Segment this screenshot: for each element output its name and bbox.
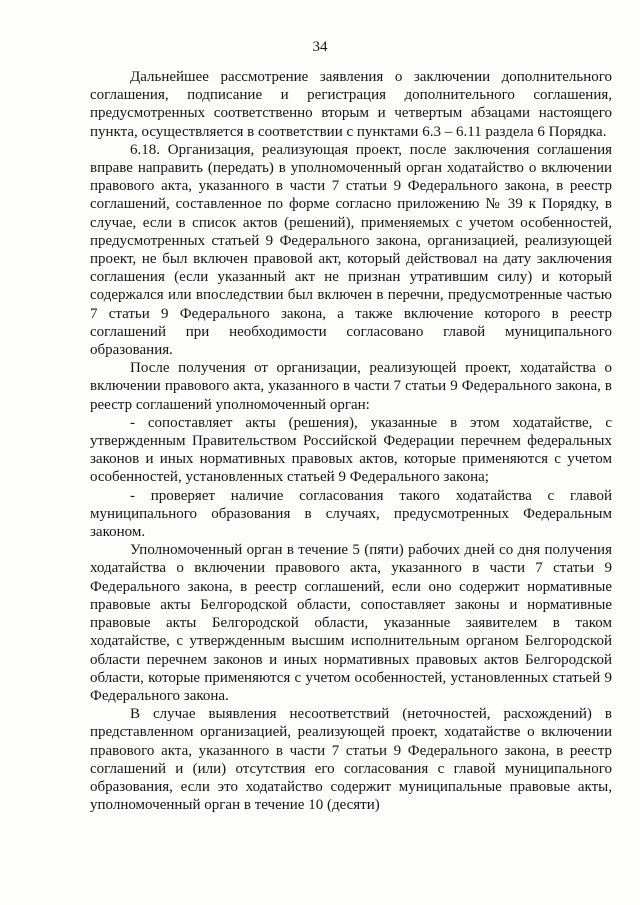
- page-number: 34: [312, 39, 328, 55]
- list-item-check-approval: - проверяет наличие согласования такого ходатайства с главой муниципального образования в случаях, предусмотренных Федеральным законом.: [90, 487, 612, 541]
- list-item-compare-acts: - сопоставляет акты (решения), указанные в этом ходатайстве, с утвержденным Правительством Российской Федерации перечнем федеральных законов и иных нормативных правовых актов, которые применяются с учетом особенностей, установленных статьей 9 Федерального закона;: [90, 414, 612, 486]
- paragraph-continuation: Дальнейшее рассмотрение заявления о заключении дополнительного соглашения, подписание и регистрация дополнительного соглашения, предусмотренных соответственно вторым и четвертым абзацами настоящего пункта, осуществляется в соответствии с пунктами 6.3 – 6.11 раздела 6 Порядка.: [90, 69, 612, 140]
- paragraph-inconsistencies: В случае выявления несоответствий (неточностей, расхождений) в представленном организацией, реализующей проект, ходатайстве о включении правового акта, указанного в части 7 статьи 9 Федерального закона, в реестр соглашений и (или) отсутствия его согласования с главой муниципального образования, если это ходатайство содержит муниципальные правовые акты, уполномоченный орган в течение 10 (десяти): [90, 706, 612, 814]
- paragraph-after-receipt: После получения от организации, реализующей проект, ходатайства о включении правового акта, указанного в части 7 статьи 9 Федерального закона, в реестр соглашений уполномоченный орган:: [90, 360, 612, 413]
- paragraph-authorized-body-5-days: Уполномоченный орган в течение 5 (пяти) рабочих дней со дня получения ходатайства о включении правового акта, указанного в части 7 статьи 9 Федерального закона, в реестр соглашений, если оно содержит нормативные правовые акты Белгородской области, сопоставляет законы и нормативные правовые акты Белгородской области, указанные заявителем в таком ходатайстве, с утвержденным высшим исполнительным органом Белгородской области перечнем законов и иных нормативных правовых актов Белгородской области, которые применяются с учетом особенностей, установленных статьей 9 Федерального закона.: [90, 542, 612, 704]
- paragraph-6-18: 6.18. Организация, реализующая проект, после заключения соглашения вправе направить (передать) в уполномоченный орган ходатайство о включении правового акта, указанного в части 7 статьи 9 Федерального закона, в реестр соглашений, составленное по форме согласно приложению № 39 к Порядку, в случае, если в список актов (решений), применяемых с учетом особенностей, предусмотренных статьей 9 Федерального закона, организацией, реализующей проект, не был включен правовой акт, который действовал на дату заключения соглашения (если указанный акт не признан утратившим силу) и который содержался или впоследствии был включен в перечни, предусмотренные частью 7 статьи 9 Федерального закона, а также включение которого в реестр соглашений при необходимости согласовано главой муниципального образования.: [90, 141, 612, 359]
- document-body: [90, 68, 612, 814]
